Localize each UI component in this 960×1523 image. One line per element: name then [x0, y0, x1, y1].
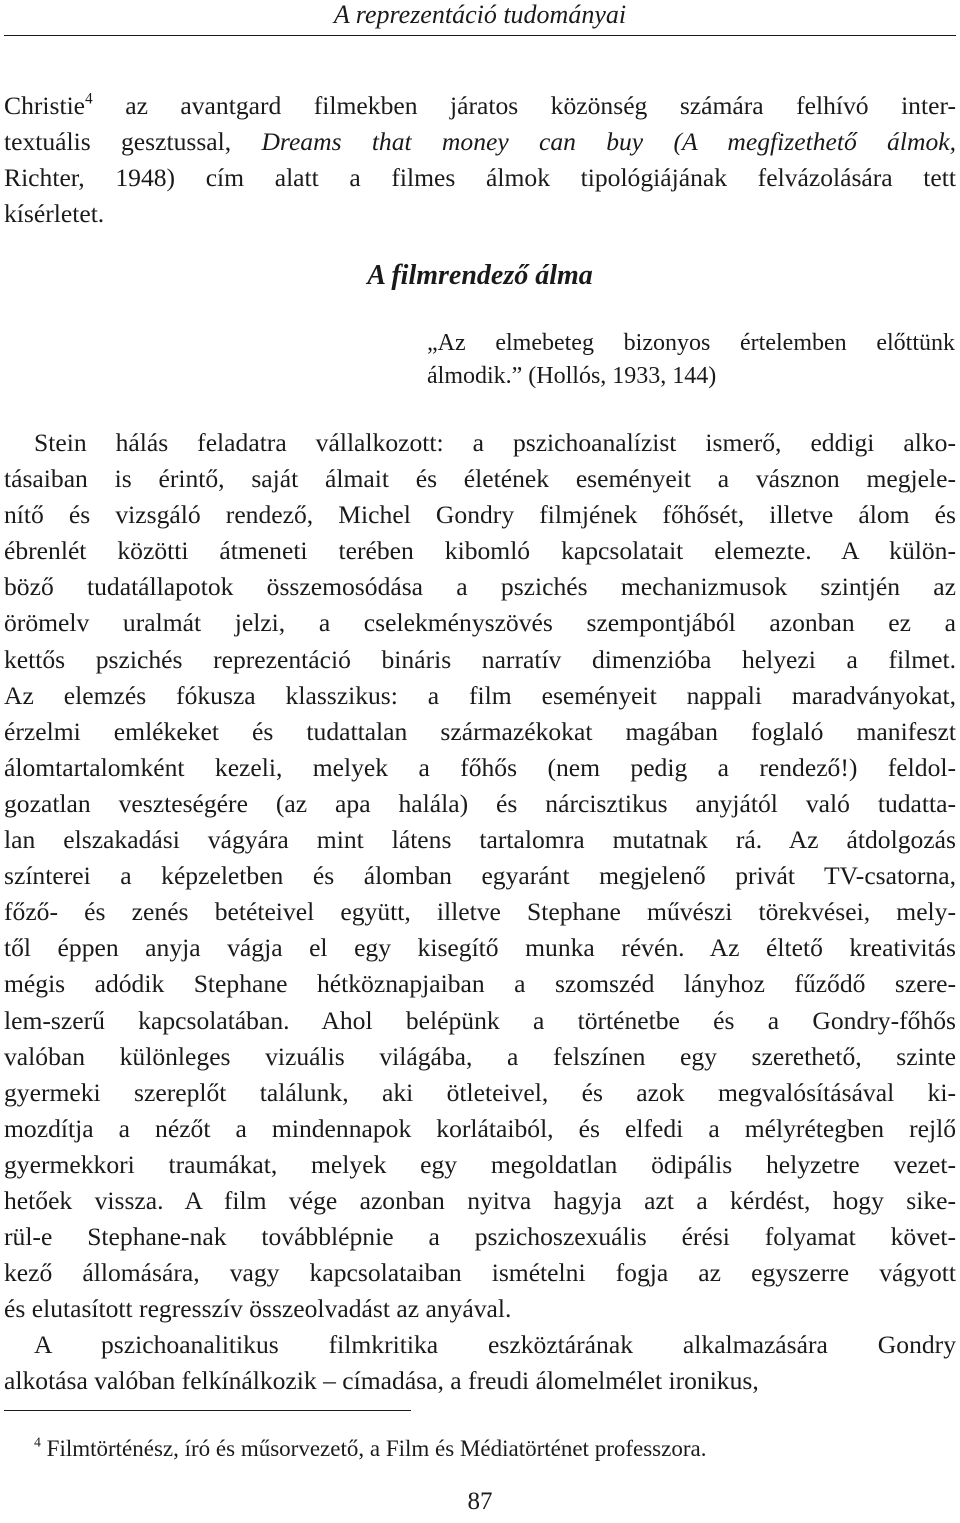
text-line: álomtartalomként kezeli, melyek a főhős (nem pedig a rendező!) feldol- — [4, 752, 956, 782]
footnote-rule — [4, 1410, 411, 1411]
text-line: lan elszakadási vágyára mint látens tartalomra mutatnak rá. Az átdolgozás — [4, 825, 956, 855]
text-line: színterei a képzeletben és álomban egyaránt megjelenő privát TV-csatorna, — [4, 861, 956, 891]
intro-paragraph — [4, 88, 956, 232]
footnote-reference[interactable]: 4 — [85, 90, 93, 108]
text-line: Az elemzés fókusza klasszikus: a film eseményeit nappali maradványokat, — [4, 680, 956, 710]
text-line: mozdítja a nézőt a mindennapok korlátaiból, és elfedi a mélyrétegben rejlő — [4, 1113, 956, 1143]
text-line: Stein hálás feladatra vállalkozott: a pszichoanalízist ismerő, eddigi alko- — [34, 428, 956, 457]
text-line: A pszichoanalitikus filmkritika eszköztárának alkalmazására Gondry — [34, 1330, 956, 1360]
text-line: alkotása valóban felkínálkozik – címadása, a freudi álomelmélet ironikus, — [4, 1366, 759, 1396]
text-line: böző tudatállapotok összemosódása a pszichés mechanizmusok szintjén az — [4, 572, 956, 602]
film-title: Dreams that money can buy (A megfizethető álmok, — [261, 127, 956, 157]
text-line: től éppen anyja vágja el egy kisegítő munka révén. Az éltető kreativitás — [4, 933, 956, 963]
text-line: főző- és zenés betéteivel együtt, illetve Stephane művészi törekvései, mely- — [4, 897, 956, 927]
text-line: nítő és vizsgáló rendező, Michel Gondry filmjének főhősét, illetve álom és — [4, 500, 956, 530]
main-body — [4, 425, 956, 1400]
text-line: tásaiban is érintő, saját álmait és életének eseményeit a vásznon megjele- — [4, 464, 956, 494]
text-line: kettős pszichés reprezentáció bináris narratív dimenzióba helyezi a filmet. — [4, 644, 956, 674]
intro-line: Richter, 1948) cím alatt a filmes álmok tipológiájának felvázolására tett — [4, 163, 956, 193]
epigraph — [427, 327, 955, 393]
epigraph-line: „Az elmebeteg bizonyos értelemben előttünk — [427, 330, 955, 356]
text-line: lem-szerű kapcsolatában. Ahol belépünk a történetbe és a Gondry-főhős — [4, 1005, 956, 1035]
footnote — [34, 1434, 706, 1464]
section-heading: A filmrendező álma — [367, 260, 593, 291]
text-line: mégis adódik Stephane hétköznapjaiban a szomszéd lányhoz fűződő szere- — [4, 969, 956, 999]
intro-line: textuális gesztussal, Dreams that money can buy (A megfizethető álmok, — [4, 127, 956, 157]
text-line: hetőek vissza. A film vége azonban nyitva hagyja azt a kérdést, hogy sike- — [4, 1185, 956, 1215]
header-rule — [4, 35, 956, 36]
text-line: és elutasított regresszív összeolvadást az anyával. — [4, 1294, 512, 1324]
paragraph-2 — [4, 1327, 956, 1399]
running-head: A reprezentáció tudományai — [333, 0, 627, 29]
text-line: gyermeki szereplőt találunk, aki ötleteivel, és azok megvalósításával ki- — [4, 1077, 956, 1107]
text-line: gozatlan veszteségére (az apa halála) és nárcisztikus anyjától való tudatta- — [4, 788, 956, 818]
text-line: ébrenlét közötti átmeneti terében kibomló kapcsolatait elemezte. A külön- — [4, 536, 956, 566]
text-line: érzelmi emlékeket és tudattalan származékokat magában foglaló manifeszt — [4, 716, 956, 746]
text-line: gyermekkori traumákat, melyek egy megoldatlan ödipális helyzetre vezet- — [4, 1149, 956, 1179]
intro-line: kísérletet. — [4, 199, 105, 229]
footnote-marker: 4 — [34, 1434, 41, 1450]
intro-line: Christie$^4$ az avantgard filmekben járatos közönség számára felhívó inter- — [4, 90, 956, 120]
text-line: kező állomására, vagy kapcsolataiban ismételni fogja az egyszerre vágyott — [4, 1258, 956, 1288]
text-line: valóban különleges vizuális világába, a felszínen egy szerethető, szinte — [4, 1041, 956, 1071]
epigraph-line: álmodik.” (Hollós, 1933, 144) — [427, 363, 717, 389]
page-number: 87 — [467, 1488, 493, 1515]
footnote-text: Filmtörténész, író és műsorvezető, a Film és Médiatörténet professzora. — [46, 1436, 707, 1461]
text-line: rül-e Stephane-nak továbblépnie a pszichoszexuális érési folyamat követ- — [4, 1222, 956, 1252]
paragraph-1 — [4, 425, 956, 1327]
text-line: örömelv uralmát jelzi, a cselekményszövés szempontjából azonban ez a — [4, 608, 956, 638]
